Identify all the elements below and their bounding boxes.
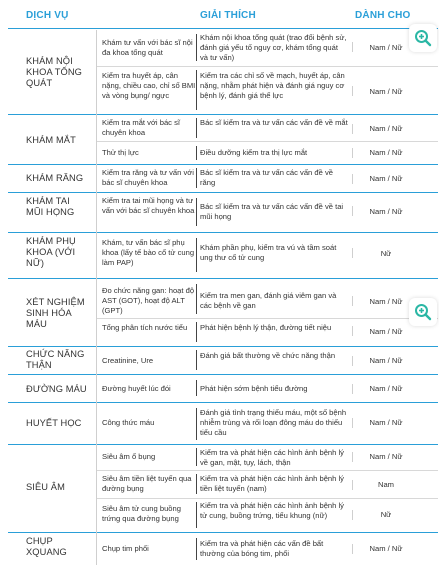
header-divider bbox=[8, 28, 438, 29]
column-separator bbox=[196, 168, 197, 188]
column-separator bbox=[196, 474, 197, 494]
column-separator bbox=[352, 356, 353, 366]
column-separator bbox=[352, 544, 353, 554]
row-audience: Nam / Nữ bbox=[369, 124, 403, 133]
column-separator bbox=[352, 510, 353, 520]
column-separator bbox=[352, 418, 353, 428]
section-divider bbox=[8, 192, 438, 193]
column-separator bbox=[196, 408, 197, 440]
row-description: Kiểm tra và phát hiện các hình ảnh bệnh lý tiền liệt tuyến (nam) bbox=[200, 474, 344, 493]
section-divider bbox=[8, 232, 438, 233]
zoom-in-icon bbox=[413, 28, 433, 48]
row-service: Khám tư vấn với bác sĩ nội đa khoa tổng quát bbox=[102, 38, 193, 57]
category-gyn-exam: KHÁM PHỤ KHOA (VỚI NỮ) bbox=[26, 236, 76, 268]
category-blood-sugar: ĐƯỜNG MÁU bbox=[26, 384, 87, 394]
row-audience: Nam / Nữ bbox=[369, 356, 403, 365]
row-audience: Nam / Nữ bbox=[369, 297, 403, 306]
column-separator bbox=[196, 118, 197, 138]
row-audience: Nữ bbox=[380, 249, 392, 258]
column-separator bbox=[352, 296, 353, 306]
row-service: Công thức máu bbox=[102, 418, 155, 427]
row-description: Bác sĩ kiểm tra và tư vấn các vấn đề về răng bbox=[200, 168, 333, 187]
row-service: Thử thị lực bbox=[102, 148, 139, 157]
row-divider bbox=[96, 470, 438, 471]
row-divider bbox=[96, 141, 438, 142]
column-separator bbox=[352, 248, 353, 258]
row-audience: Nam / Nữ bbox=[369, 544, 403, 553]
column-separator bbox=[352, 452, 353, 462]
section-divider bbox=[8, 532, 438, 533]
row-service: Kiểm tra mắt với bác sĩ chuyên khoa bbox=[102, 118, 180, 137]
section-divider bbox=[8, 114, 438, 115]
row-audience: Nam / Nữ bbox=[369, 452, 403, 461]
column-separator bbox=[196, 448, 197, 466]
category-ent-exam: KHÁM TAI MŨI HỌNG bbox=[26, 196, 75, 217]
row-description: Kiểm tra các chỉ số về mạch, huyết áp, cân nặng, nhằm phát hiện và đánh giá nguy cơ bệnh lý, đánh giá thể lực bbox=[200, 71, 345, 100]
column-separator bbox=[196, 284, 197, 314]
row-service: Kiểm tra tai mũi họng và tư vấn với bác sĩ chuyên khoa bbox=[102, 196, 195, 215]
zoom-in-button[interactable] bbox=[409, 24, 437, 52]
column-separator bbox=[352, 86, 353, 96]
row-divider bbox=[96, 318, 438, 319]
header-explain: GIẢI THÍCH bbox=[200, 10, 256, 21]
row-description: Khám phần phụ, kiểm tra vú và tầm soát ung thư cổ tử cung bbox=[200, 243, 337, 262]
column-separator bbox=[96, 30, 97, 565]
row-service: Kiểm tra huyết áp, cân nặng, chiều cao, chỉ số BMI và vòng bụng/ ngực bbox=[102, 71, 196, 100]
row-description: Kiểm tra và phát hiện các hình ảnh bệnh lý tử cung, buồng trứng, tiểu khung (nữ) bbox=[200, 501, 344, 520]
row-description: Đánh giá bất thường về chức năng thận bbox=[200, 351, 336, 360]
row-description: Bác sĩ kiểm tra và tư vấn các vấn đề về mắt bbox=[200, 118, 348, 127]
row-service: Creatinine, Ure bbox=[102, 356, 154, 365]
row-service: Đường huyết lúc đói bbox=[102, 384, 171, 393]
header-for: DÀNH CHO bbox=[355, 10, 411, 21]
column-separator bbox=[352, 42, 353, 52]
row-service: Siêu âm tiền liệt tuyến qua đường bụng bbox=[102, 474, 192, 493]
row-audience: Nam / Nữ bbox=[369, 87, 403, 96]
row-audience: Nam / Nữ bbox=[369, 418, 403, 427]
row-divider bbox=[96, 498, 438, 499]
section-divider bbox=[8, 278, 438, 279]
column-separator bbox=[196, 502, 197, 528]
category-eye-exam: KHÁM MẮT bbox=[26, 135, 76, 145]
column-separator bbox=[352, 148, 353, 158]
column-separator bbox=[196, 322, 197, 342]
column-separator bbox=[196, 198, 197, 226]
row-audience: Nam / Nữ bbox=[369, 207, 403, 216]
row-description: Phát hiện bệnh lý thận, đường tiết niệu bbox=[200, 323, 332, 332]
column-separator bbox=[196, 34, 197, 61]
row-audience: Nam / Nữ bbox=[369, 174, 403, 183]
category-dental-exam: KHÁM RĂNG bbox=[26, 173, 84, 183]
section-divider bbox=[8, 346, 438, 347]
row-description: Điều dưỡng kiểm tra thị lực mắt bbox=[200, 148, 308, 157]
column-separator bbox=[352, 326, 353, 336]
row-description: Bác sĩ kiểm tra và tư vấn các vấn đề về tai mũi họng bbox=[200, 202, 344, 221]
category-general-exam: KHÁM NỘI KHOA TỔNG QUÁT bbox=[26, 56, 83, 88]
column-separator bbox=[352, 480, 353, 490]
row-description: Kiểm tra men gan, đánh giá viêm gan và các bệnh về gan bbox=[200, 291, 337, 310]
row-description: Đánh giá tình trạng thiếu máu, một số bệnh nhiễm trùng và rối loạn đông máu do thiếu tiểu cầu bbox=[200, 408, 347, 437]
column-separator bbox=[196, 238, 197, 272]
row-description: Kiểm tra và phát hiện các hình ảnh bệnh lý về gan, mật, tụy, lách, thận bbox=[200, 448, 344, 467]
column-separator bbox=[352, 384, 353, 394]
row-audience: Nam bbox=[377, 480, 395, 489]
row-divider bbox=[96, 66, 438, 67]
column-separator bbox=[196, 538, 197, 560]
row-description: Khám nội khoa tổng quát (trao đổi bệnh sử, đánh giá yếu tố nguy cơ, khám tổng quát và tư vấn) bbox=[200, 33, 347, 62]
row-service: Khám, tư vấn bác sĩ phụ khoa (lấy tế bào cổ tử cung làm PAP) bbox=[102, 238, 195, 267]
column-separator bbox=[196, 380, 197, 396]
row-audience: Nam / Nữ bbox=[369, 327, 403, 336]
row-service: Siêu âm tử cung buồng trứng qua đường bụng bbox=[102, 504, 181, 523]
column-separator bbox=[196, 146, 197, 160]
category-ultrasound: SIÊU ÂM bbox=[26, 482, 65, 492]
row-service: Chụp tim phổi bbox=[102, 544, 149, 553]
category-kidney-function: CHỨC NĂNG THẬN bbox=[26, 349, 85, 370]
column-separator bbox=[352, 174, 353, 184]
section-divider bbox=[8, 164, 438, 165]
header-service: DỊCH VỤ bbox=[26, 10, 69, 21]
row-audience: Nam / Nữ bbox=[369, 43, 403, 52]
zoom-in-button[interactable] bbox=[409, 298, 437, 326]
section-divider bbox=[8, 444, 438, 445]
row-service: Đo chức năng gan: hoạt độ AST (GOT), hoạt độ ALT (GPT) bbox=[102, 286, 195, 315]
row-audience: Nữ bbox=[380, 510, 392, 519]
zoom-in-icon bbox=[413, 302, 433, 322]
category-xray: CHỤP XQUANG bbox=[26, 536, 67, 557]
row-service: Kiểm tra răng và tư vấn với bác sĩ chuyên khoa bbox=[102, 168, 194, 187]
category-blood-biochem: XÉT NGHIỆM SINH HÓA MÁU bbox=[26, 297, 85, 329]
column-separator bbox=[196, 350, 197, 370]
row-service: Siêu âm ổ bụng bbox=[102, 452, 156, 461]
row-description: Kiểm tra và phát hiện các vấn đề bất thường của bóng tim, phổi bbox=[200, 539, 324, 558]
row-audience: Nam / Nữ bbox=[369, 384, 403, 393]
row-audience: Nam / Nữ bbox=[369, 148, 403, 157]
row-description: Phát hiện sớm bệnh tiểu đường bbox=[200, 384, 308, 393]
row-service: Tổng phân tích nước tiểu bbox=[102, 323, 188, 332]
column-separator bbox=[352, 206, 353, 216]
table-header bbox=[0, 0, 439, 28]
section-divider bbox=[8, 402, 438, 403]
column-separator bbox=[196, 70, 197, 110]
column-separator bbox=[352, 124, 353, 134]
section-divider bbox=[8, 374, 438, 375]
category-hematology: HUYẾT HỌC bbox=[26, 418, 82, 428]
